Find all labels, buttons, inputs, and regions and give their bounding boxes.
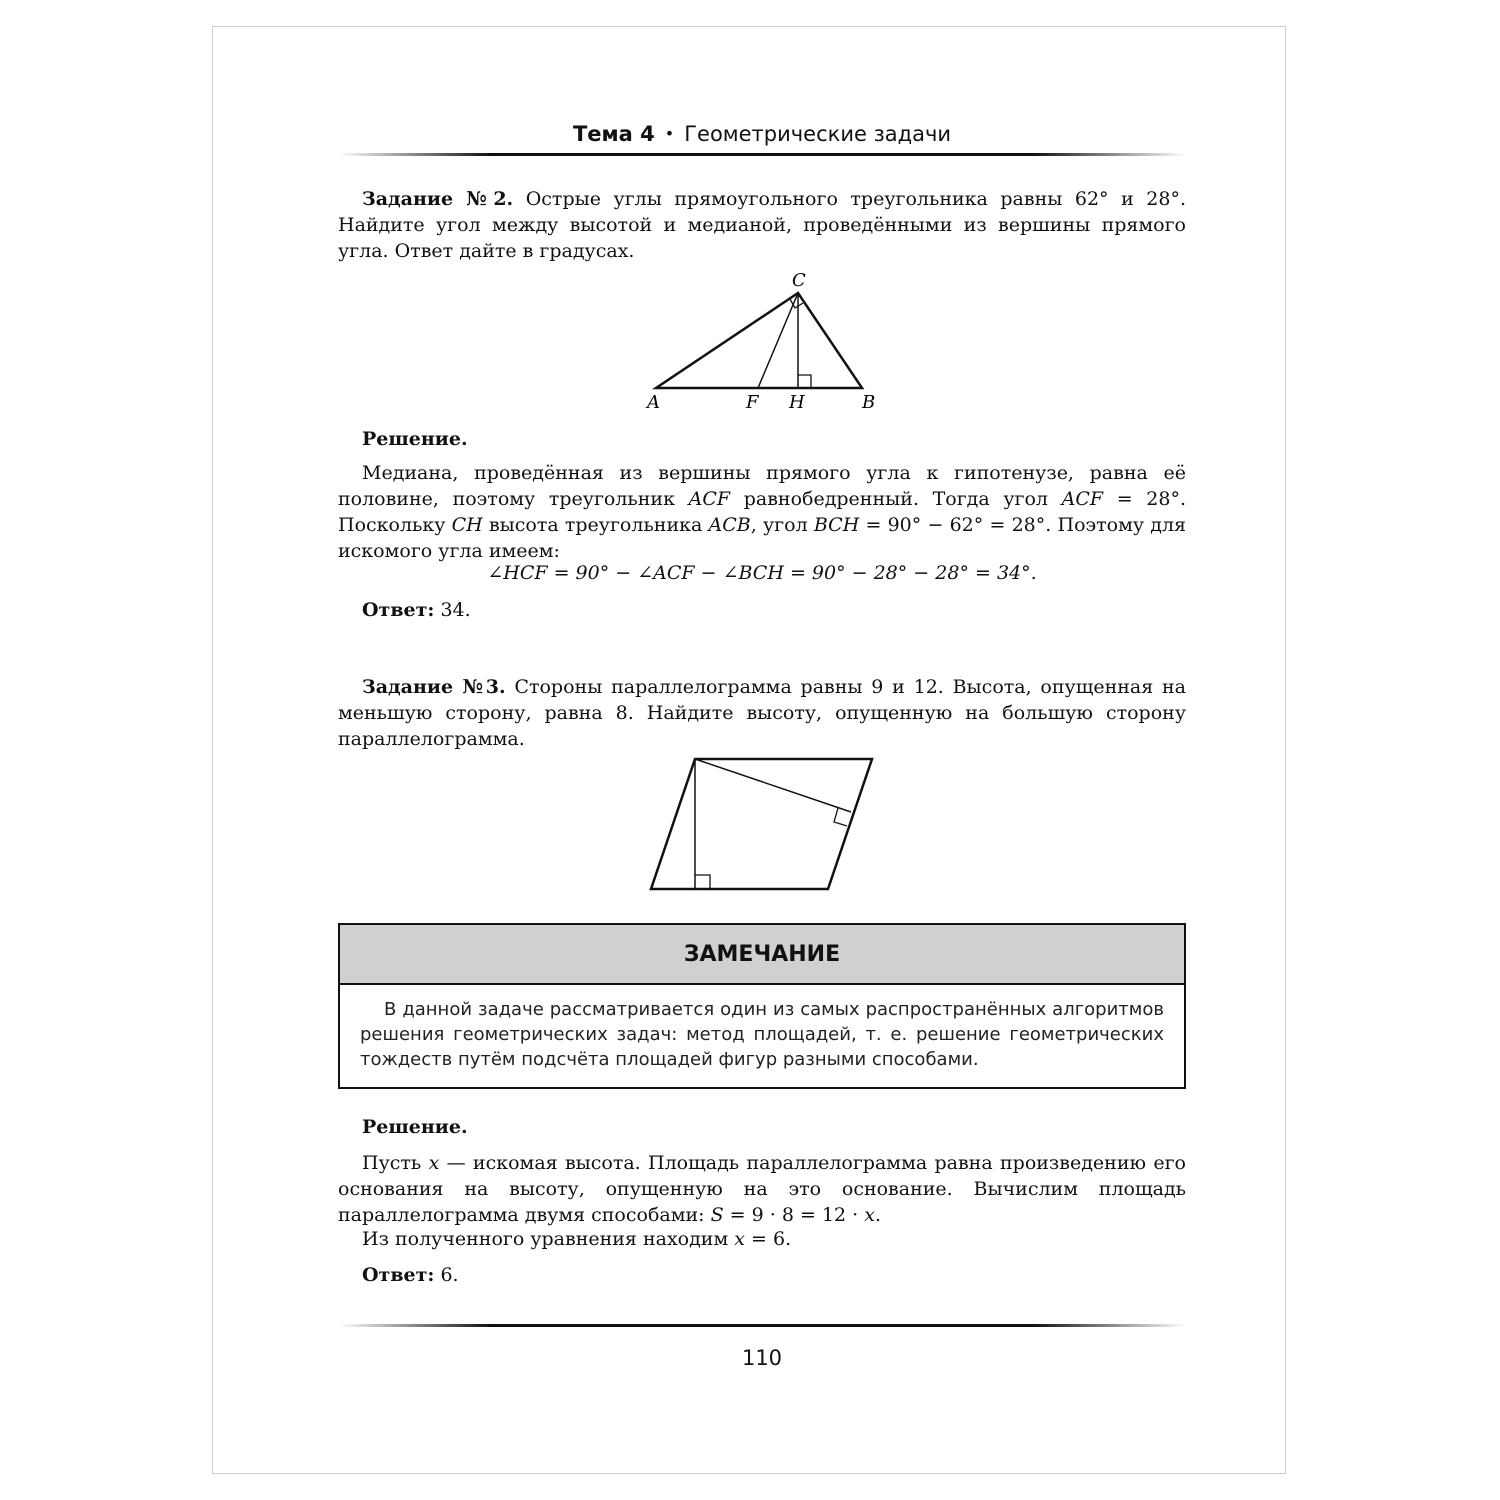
- task3-solution-text: Пусть x — искомая высота. Площадь параллелограмма равна произведению его основания на высоту, опущенную на это основание. Вычислим площадь параллелограмма двумя способами: S = 9 · 8 = 12 · x.: [338, 1152, 1186, 1226]
- task2-answer: Ответ: 34.: [362, 599, 471, 621]
- point-label-c: C: [792, 270, 806, 291]
- right-angle-mark-bottom: [695, 875, 710, 889]
- point-label-h: H: [789, 392, 805, 413]
- note-title: ЗАМЕЧАНИЕ: [340, 925, 1184, 985]
- header-bullet: •: [664, 124, 675, 143]
- task3-label: Задание №3.: [362, 676, 506, 698]
- triangle-figure: [640, 268, 890, 416]
- task3-statement: [338, 674, 1186, 752]
- task3-solution-heading: Решение.: [362, 1116, 468, 1138]
- point-label-a: A: [647, 392, 660, 413]
- point-label-b: B: [862, 392, 876, 413]
- note-text: В данной задаче рассматривается один из самых распространённых алгоритмов решения геометрических задач: метод площадей, т. е. решение геометрических тождеств путём подсчёта площадей фигур разными способами.: [360, 999, 1164, 1070]
- task2-solution-heading: Решение.: [362, 428, 468, 450]
- task2-label: Задание №2.: [362, 188, 514, 210]
- header-topic: Тема 4: [572, 122, 655, 146]
- task2-text: Острые углы прямоугольного треугольника равны 62° и 28°. Найдите угол между высотой и медианой, проведёнными из вершины прямого угла. Ответ дайте в градусах.: [338, 188, 1187, 262]
- header-title: Геометрические задачи: [684, 122, 952, 146]
- parallelogram-figure: [640, 750, 890, 900]
- task3-text: Стороны параллелограмма равны 9 и 12. Высота, опущенная на меньшую сторону, равна 8. Найдите высоту, опущенную на большую сторону параллелограмма.: [338, 676, 1187, 750]
- footer-rule: [338, 1324, 1186, 1327]
- task2-statement: [338, 186, 1186, 264]
- running-header: [338, 122, 1186, 146]
- height-to-side: [695, 759, 851, 812]
- task3-answer: Ответ: 6.: [362, 1264, 459, 1286]
- task2-solution-text: Медиана, проведённая из вершины прямого угла к гипотенузе, равна её половине, поэтому треугольник ACF равнобедренный. Тогда угол ACF = 28°. Поскольку CH высота треугольника ACB, угол BCH = 90° − 62° = 28°. Поэтому для искомого угла имеем:: [338, 462, 1187, 562]
- point-label-f: F: [746, 392, 759, 413]
- right-angle-mark-h: [798, 375, 811, 388]
- task3-solution-conclusion: Из полученного уравнения находим x = 6.: [362, 1228, 792, 1250]
- note-box: [338, 923, 1186, 1089]
- header-rule: [338, 153, 1186, 156]
- task2-formula: ∠HCF = 90° − ∠ACF − ∠BCH = 90° − 28° − 28° = 34°.: [487, 562, 1037, 584]
- triangle-acb: [656, 293, 862, 388]
- page-number: 110: [741, 1346, 783, 1370]
